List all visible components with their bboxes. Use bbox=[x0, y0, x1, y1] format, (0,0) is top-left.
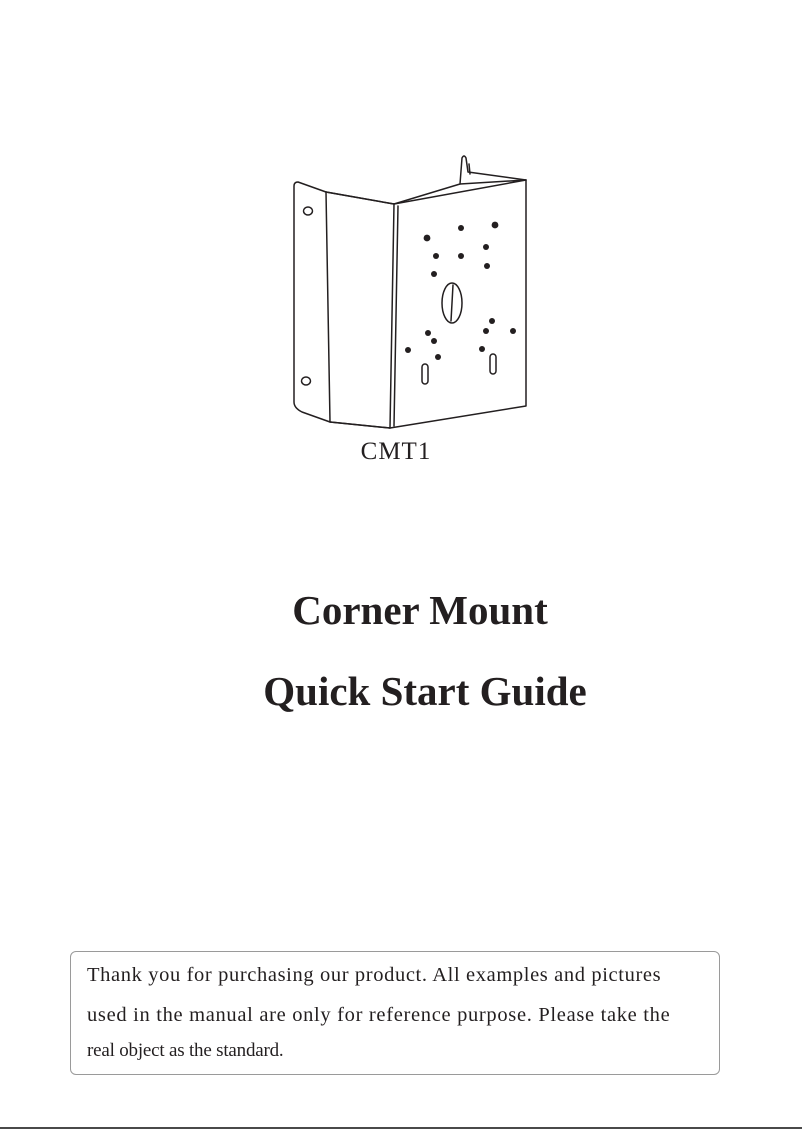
model-label: CMT1 bbox=[360, 438, 432, 465]
notice-line-1: Thank you for purchasing our product. All examples and pictures bbox=[87, 964, 662, 986]
notice-box bbox=[70, 951, 720, 1075]
corner-mount-bracket-icon bbox=[286, 150, 532, 432]
page-subtitle: Quick Start Guide bbox=[263, 668, 587, 714]
bottom-divider bbox=[0, 1127, 802, 1129]
page-title: Corner Mount bbox=[292, 587, 548, 633]
notice-line-3: real object as the standard. bbox=[87, 1040, 284, 1061]
notice-line-2: used in the manual are only for reference purpose. Please take the bbox=[87, 1004, 671, 1026]
corner-mount-illustration bbox=[286, 150, 532, 432]
